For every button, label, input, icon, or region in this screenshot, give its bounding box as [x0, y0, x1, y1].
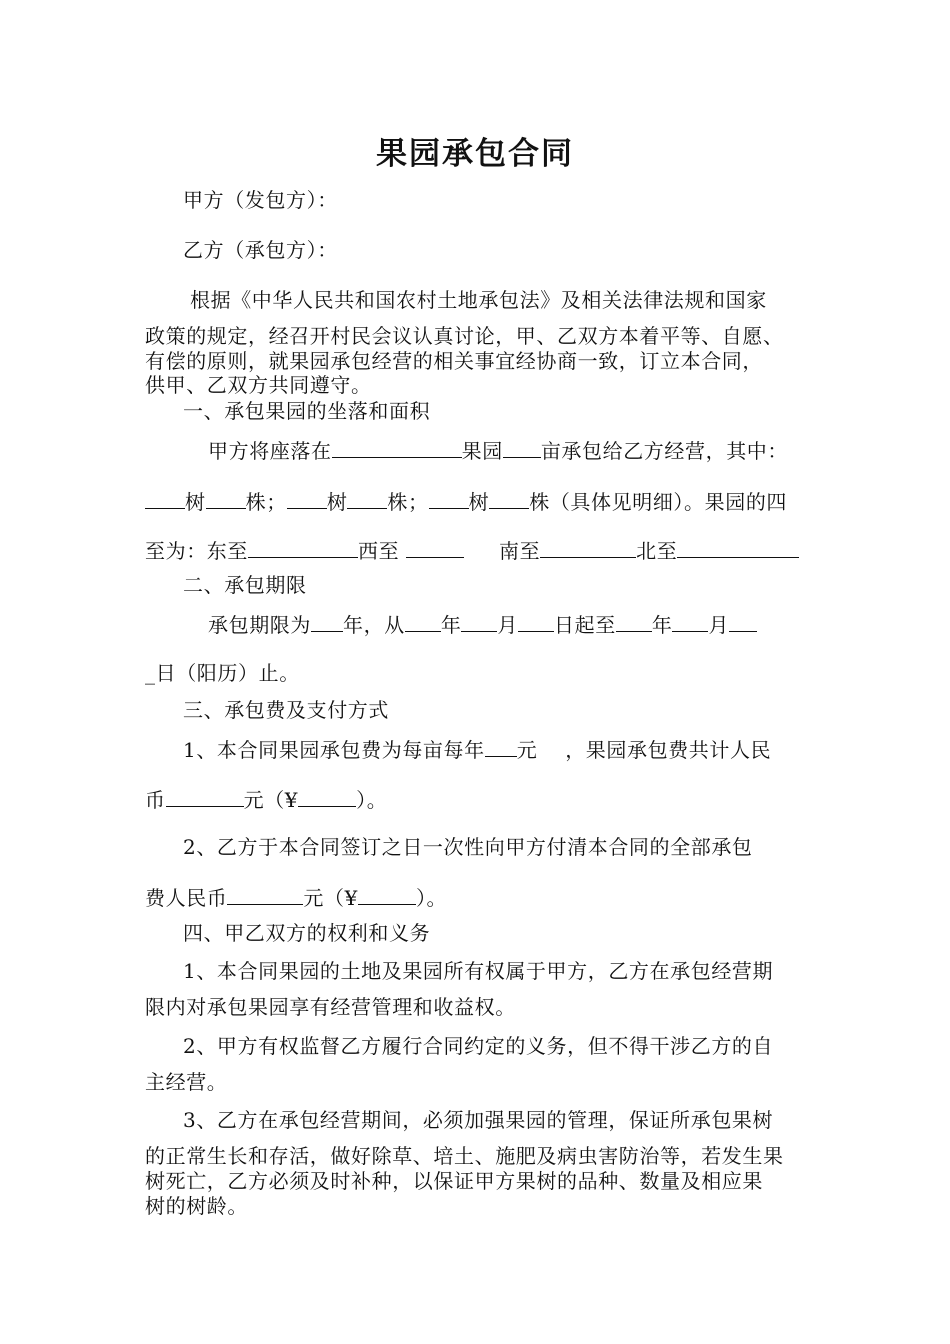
- clause-line: 2、甲方有权监督乙方履行合同约定的义务，但不得干涉乙方的自: [183, 1034, 774, 1058]
- boundary-line: [145, 537, 799, 563]
- blank-field[interactable]: [287, 488, 327, 509]
- text-fragment: 月: [497, 613, 519, 637]
- party-a-label: 甲方（发包方）：: [183, 188, 338, 212]
- text-fragment: 月: [708, 613, 730, 637]
- blank-field[interactable]: [616, 611, 652, 632]
- fee-total-line: [145, 786, 387, 812]
- blank-field[interactable]: [489, 488, 529, 509]
- clause-line: 主经营。: [145, 1070, 228, 1094]
- text-fragment: 费人民币: [145, 886, 228, 910]
- blank-field[interactable]: [206, 488, 246, 509]
- preamble-line: 供甲、乙双方共同遵守。: [145, 373, 372, 397]
- text-fragment: 南至: [498, 539, 541, 563]
- text-fragment: 年，从: [343, 613, 405, 637]
- payment-line: 2、乙方于本合同签订之日一次性向甲方付清本合同的全部承包: [183, 835, 753, 859]
- clause-line: 树死亡，乙方必须及时补种，以保证甲方果树的品种、数量及相应果: [145, 1169, 763, 1193]
- blank-field[interactable]: [503, 437, 541, 458]
- blank-field[interactable]: [729, 611, 757, 632]
- blank-field[interactable]: [248, 537, 358, 558]
- text-fragment: 树: [326, 490, 348, 514]
- blank-field[interactable]: [672, 611, 708, 632]
- section-heading: 四、甲乙双方的权利和义务: [183, 921, 431, 945]
- text-fragment: 甲方将座落在: [208, 439, 332, 463]
- blank-field[interactable]: [518, 611, 554, 632]
- blank-field[interactable]: [540, 537, 636, 558]
- section-heading: 一、承包果园的坐落和面积: [183, 399, 431, 423]
- preamble-line: 政策的规定，经召开村民会议认真讨论，甲、乙双方本着平等、自愿、: [145, 324, 784, 348]
- term-line: [208, 611, 757, 637]
- text-fragment: 元（¥: [243, 788, 299, 812]
- text-fragment: 元（¥: [303, 886, 358, 910]
- text-fragment: 1、本合同果园承包费为每亩每年: [183, 738, 485, 762]
- blank-field[interactable]: [311, 611, 343, 632]
- blank-field[interactable]: [429, 488, 469, 509]
- text-fragment: 株；: [245, 490, 287, 514]
- text-fragment: 年: [440, 613, 462, 637]
- preamble-line: 根据《中华人民共和国农村土地承包法》及相关法律法规和国家: [190, 288, 767, 312]
- text-fragment: 果园: [461, 439, 503, 463]
- text-fragment: ，果园承包费共计人民: [565, 738, 772, 762]
- section-heading: 二、承包期限: [183, 573, 307, 597]
- blank-field[interactable]: [358, 884, 416, 905]
- term-line-end: _日（阳历）止。: [145, 661, 300, 685]
- blank-field[interactable]: [227, 884, 303, 905]
- blank-field[interactable]: [677, 537, 799, 558]
- text-fragment: 北至: [636, 539, 678, 563]
- location-line: [208, 437, 788, 463]
- page-title: 果园承包合同: [376, 136, 574, 172]
- clause-line: 3、乙方在承包经营期间，必须加强果园的管理，保证所承包果树: [183, 1108, 774, 1132]
- blank-field[interactable]: [347, 488, 387, 509]
- blank-field[interactable]: [166, 786, 244, 807]
- text-fragment: 日起至: [554, 613, 616, 637]
- text-fragment: 承包期限为: [208, 613, 311, 637]
- text-fragment: ）。: [415, 886, 448, 910]
- blank-field[interactable]: [485, 736, 517, 757]
- text-fragment: 年: [651, 613, 673, 637]
- tree-count-line: [145, 488, 787, 514]
- text-fragment: 至为：东至: [145, 539, 248, 563]
- section-heading: 三、承包费及支付方式: [183, 698, 389, 722]
- text-fragment: 亩承包给乙方经营，其中：: [540, 439, 789, 463]
- blank-field[interactable]: [145, 488, 185, 509]
- blank-field[interactable]: [332, 437, 462, 458]
- clause-line: 树的树龄。: [145, 1194, 248, 1218]
- clause-line: 1、本合同果园的土地及果园所有权属于甲方，乙方在承包经营期: [183, 959, 774, 983]
- text-fragment: ）。: [356, 788, 388, 812]
- text-fragment: 币: [145, 788, 166, 812]
- blank-field[interactable]: [461, 611, 497, 632]
- blank-field[interactable]: [298, 786, 356, 807]
- blank-field[interactable]: [405, 611, 441, 632]
- fee-line: [183, 736, 771, 762]
- preamble-line: 有偿的原则，就果园承包经营的相关事宜经协商一致，订立本合同，: [145, 349, 763, 373]
- text-fragment: 西至: [358, 539, 400, 563]
- payment-total-line: [145, 884, 447, 910]
- clause-line: 限内对承包果园享有经营管理和收益权。: [145, 995, 516, 1019]
- text-fragment: 树: [185, 490, 206, 514]
- blank-field[interactable]: [406, 537, 464, 558]
- text-fragment: 树: [468, 490, 490, 514]
- text-fragment: 株；: [387, 490, 429, 514]
- text-fragment: 株（具体见明细）。果园的四: [529, 490, 788, 514]
- party-b-label: 乙方（承包方）：: [183, 238, 338, 262]
- text-fragment: 元: [516, 738, 538, 762]
- clause-line: 的正常生长和存活，做好除草、培土、施肥及病虫害防治等，若发生果: [145, 1144, 784, 1168]
